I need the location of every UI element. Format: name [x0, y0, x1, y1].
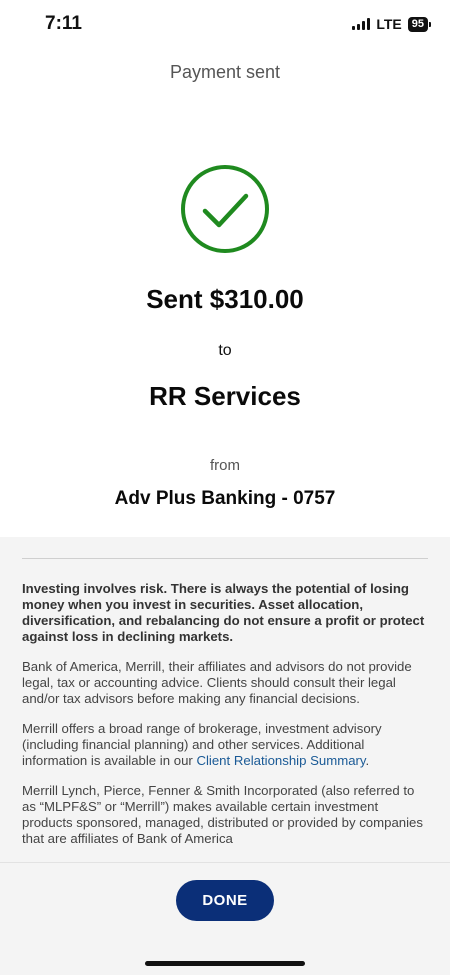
- cellular-signal-icon: [352, 18, 370, 30]
- disclosure-advice-paragraph: Bank of America, Merrill, their affiliates and advisors do not provide legal, tax or accounting advice. Clients should consult their legal and/or tax advisors before making any financial decisions.: [22, 659, 412, 706]
- sent-amount: Sent $310.00: [146, 284, 304, 314]
- services-text: Merrill offers a broad range of brokerage, investment advisory (including financial planning) and other services. Additional information is available in our: [22, 721, 382, 768]
- home-indicator[interactable]: [145, 961, 305, 966]
- disclosure-risk-paragraph: Investing involves risk. There is always the potential of losing money when you invest in securities. Asset allocation, diversification, and rebalancing do not ensure a profit or protect against loss in declining markets.: [22, 581, 425, 644]
- bottom-action-bar: [0, 862, 450, 975]
- disclosure-services-paragraph: [22, 721, 428, 769]
- from-label: from: [210, 457, 240, 474]
- client-relationship-summary-link[interactable]: Client Relationship Summary: [196, 753, 366, 768]
- disclosure-section[interactable]: [0, 537, 450, 862]
- status-time: 7:11: [45, 13, 82, 34]
- to-label: to: [218, 342, 232, 359]
- disclosure-mlpfs-paragraph: Merrill Lynch, Pierce, Fenner & Smith Incorporated (also referred to as “MLPF&S” or “Merrill”) makes available certain investment products sponsored, managed, distributed or provided by companies that are affiliates of Bank of America: [22, 783, 423, 846]
- services-text-end: .: [365, 753, 370, 768]
- status-indicators: [352, 16, 428, 32]
- network-type: LTE: [376, 16, 402, 32]
- payee-name: RR Services: [149, 381, 301, 411]
- checkmark-circle-icon: [180, 164, 270, 254]
- battery-icon: 95: [408, 17, 428, 32]
- done-button[interactable]: DONE: [176, 880, 274, 921]
- status-bar: [0, 0, 450, 50]
- page-title: Payment sent: [169, 62, 281, 82]
- divider: [22, 558, 428, 559]
- disclosure-text: [22, 581, 428, 861]
- from-account: Adv Plus Banking - 0757: [114, 488, 336, 509]
